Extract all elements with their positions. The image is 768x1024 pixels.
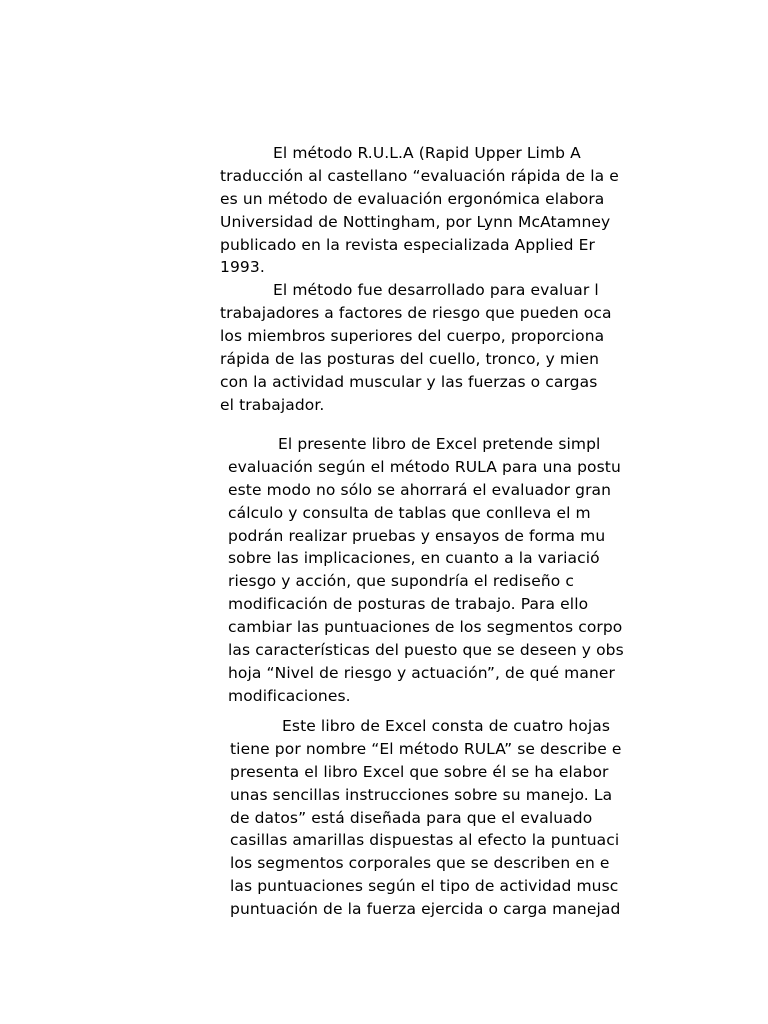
paragraph-3-line: riesgo y acción, que supondría el rediseño c xyxy=(228,572,575,591)
paragraph-3-line: sobre las implicaciones, en cuanto a la variació xyxy=(228,549,600,568)
paragraph-3-line: cálculo y consulta de tablas que conlleva el m xyxy=(228,503,591,522)
paragraph-2-line: El método fue desarrollado para evaluar l xyxy=(273,281,599,300)
paragraph-2-line: trabajadores a factores de riesgo que pueden oca xyxy=(220,304,612,323)
paragraph-4-line: presenta el libro Excel que sobre él se ha elabor xyxy=(230,762,609,781)
paragraph-3-line: modificación de posturas de trabajo. Para ello xyxy=(228,595,589,614)
paragraph-2-line: el trabajador. xyxy=(220,395,325,414)
paragraph-3-line: modificaciones. xyxy=(228,686,351,705)
text-block-1 xyxy=(220,142,662,417)
text-block-2 xyxy=(228,433,662,708)
paragraph-1-line: 1993. xyxy=(220,258,265,277)
paragraph-3-line: podrán realizar pruebas y ensayos de forma mu xyxy=(228,526,606,545)
paragraph-2-line: con la actividad muscular y las fuerzas o cargas xyxy=(220,372,598,391)
paragraph-4-line: tiene por nombre “El método RULA” se describe e xyxy=(230,739,622,758)
paragraph-3-line: evaluación según el método RULA para una postu xyxy=(228,457,621,476)
paragraph-4-line: Este libro de Excel consta de cuatro hojas xyxy=(282,717,611,735)
paragraph-4-line: las puntuaciones según el tipo de actividad musc xyxy=(230,877,619,896)
paragraph-2-line: los miembros superiores del cuerpo, proporciona xyxy=(220,327,605,346)
paragraph-1-line: Universidad de Nottingham, por Lynn McAtamney xyxy=(220,212,611,231)
paragraph-1-line: es un método de evaluación ergonómica elabora xyxy=(220,189,605,208)
paragraph-3-line: El presente libro de Excel pretende simpl xyxy=(278,435,601,453)
paragraph-1-line: El método R.U.L.A (Rapid Upper Limb A xyxy=(273,144,581,162)
paragraph-3-line: cambiar las puntuaciones de los segmentos corpo xyxy=(228,618,623,637)
paragraph-3-line: hoja “Nivel de riesgo y actuación”, de qué maner xyxy=(228,663,616,682)
paragraph-3-line: este modo no sólo se ahorrará el evaluador gran xyxy=(228,480,612,499)
paragraph-1-line: traducción al castellano “evaluación rápida de la e xyxy=(220,166,619,185)
paragraph-4-line: puntuación de la fuerza ejercida o carga manejad xyxy=(230,900,621,919)
paragraph-1-line: publicado en la revista especializada Applied Er xyxy=(220,235,596,254)
text-block-3 xyxy=(230,715,662,921)
paragraph-2-line: rápida de las posturas del cuello, tronco, y mien xyxy=(220,350,600,369)
paragraph-4-line: unas sencillas instrucciones sobre su manejo. La xyxy=(230,785,613,804)
paragraph-4-line: de datos” está diseñada para que el evaluado xyxy=(230,808,593,827)
paragraph-3-line: las características del puesto que se deseen y obs xyxy=(228,641,624,660)
paragraph-4-line: casillas amarillas dispuestas al efecto la puntuaci xyxy=(230,831,620,850)
paragraph-4-line: los segmentos corporales que se describen en e xyxy=(230,854,610,873)
